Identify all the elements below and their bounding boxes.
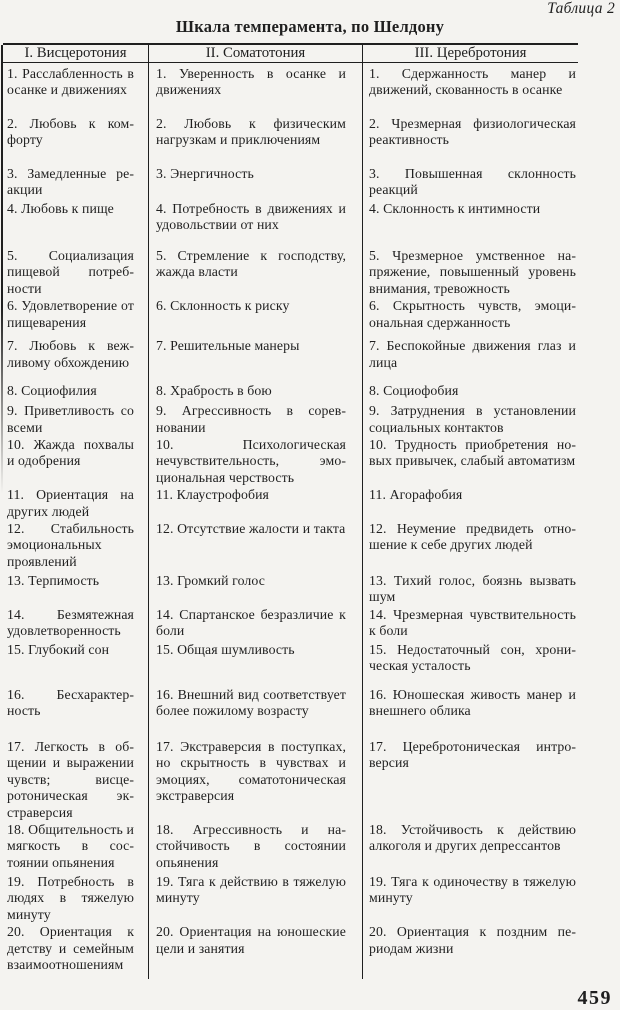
page-title: Шкала темперамента, по Шелдону	[175, 17, 445, 36]
table-cell: 10. Трудность приобретения новых привычек, слабый автоматизм	[362, 436, 578, 486]
table-cell: 11. Агорафобия	[362, 486, 578, 520]
table-cell: 2. Любовь к физическим нагрузкам и приключениям	[148, 115, 362, 165]
table-cell: 15. Общая шумливость	[148, 641, 362, 686]
table-cell: 4. Склонность к интимности	[362, 200, 578, 247]
table-body	[3, 63, 578, 979]
table-caption: Таблица 2	[547, 0, 615, 17]
table-row	[3, 63, 578, 115]
table-row	[3, 337, 578, 382]
page-number: 459	[577, 987, 612, 1009]
table-cell: 2. Любовь к комфорту	[7, 116, 134, 148]
column-header-viscerotonia: I. Висцеротония	[24, 45, 127, 61]
table-row	[3, 297, 578, 337]
table-row	[3, 686, 578, 738]
table-cell: 7. Любовь к вежливому обхождению	[7, 338, 134, 370]
table-cell: 4. Потребность в движениях и удовольствии от них	[148, 200, 362, 247]
table-cell: 19. Потребность в людях в тяжелую минуту	[7, 873, 134, 922]
table-row	[3, 873, 578, 923]
table-cell: 16. Юношеская живость манер и внешнего облика	[362, 686, 578, 738]
table-cell: 7. Беспокойные движения глаз и лица	[362, 337, 578, 382]
table-cell: 1. Расслабленность в осанке и движениях	[7, 66, 134, 98]
column-header-cerebrotonia: III. Церебротония	[362, 45, 578, 62]
temperament-table	[3, 43, 578, 979]
table-cell: 17. Легкость в общении и выражении чувств; висцеротоническая экстраверсия	[7, 738, 134, 820]
table-row	[3, 200, 578, 247]
table-row	[3, 247, 578, 297]
table-cell: 1. Сдержанность манер и движений, скованность в осанке	[362, 63, 578, 115]
table-cell: 12. Стабильность эмоциональных проявлений	[7, 521, 134, 569]
table-cell: 6. Удовлетворение от пищеварения	[7, 298, 134, 330]
table-row	[3, 115, 578, 165]
table-cell: 13. Терпимость	[7, 573, 100, 589]
table-row	[3, 486, 578, 520]
table-cell: 20. Ориентация на юношеские цели и занятия	[148, 923, 362, 979]
table-cell: 15. Недостаточный сон, хроническая усталость	[362, 641, 578, 686]
table-cell: 16. Бесхарактерность	[7, 686, 134, 719]
table-cell: 9. Агрессивность в соревновании	[148, 402, 362, 436]
table-cell: 12. Отсутствие жалости и такта	[148, 520, 362, 572]
table-cell: 3. Энергичность	[148, 165, 362, 200]
table-row	[3, 572, 578, 606]
table-header-row	[3, 45, 578, 63]
table-cell: 8. Социофобия	[362, 382, 578, 402]
table-cell: 20. Ориентация к поздним периодам жизни	[362, 923, 578, 979]
table-cell: 18. Агрессивность и настойчивость в состоянии опьянения	[148, 821, 362, 873]
table-cell: 14. Чрезмерная чувствительность к боли	[362, 606, 578, 641]
table-cell: 10. Жажда похвалы и одобрения	[7, 437, 134, 469]
table-cell: 7. Решительные манеры	[148, 337, 362, 382]
table-cell: 15. Глубокий сон	[7, 641, 110, 657]
table-cell: 1. Уверенность в осанке и движениях	[148, 63, 362, 115]
table-row	[3, 402, 578, 436]
table-cell: 2. Чрезмерная физиологическая реактивность	[362, 115, 578, 165]
table-cell: 17. Экстраверсия в поступках, но скрытность в чувствах и эмоциях, соматотоническая экстраверсия	[148, 738, 362, 821]
table-cell: 6. Скрытность чувств, эмоциональная сдержанность	[362, 297, 578, 337]
table-cell: 3. Замедленные реакции	[7, 166, 134, 198]
table-cell: 18. Общительность и мягкость в состоянии опьянения	[7, 821, 134, 870]
table-cell: 9. Приветливость со всеми	[7, 403, 134, 435]
table-cell: 11. Ориентация на других людей	[7, 487, 134, 519]
table-row	[3, 738, 578, 821]
table-cell: 12. Неумение предвидеть отношение к себе других людей	[362, 520, 578, 572]
table-cell: 19. Тяга к действию в тяжелую минуту	[148, 873, 362, 923]
table-cell: 3. Повышенная склонность реакций	[362, 165, 578, 200]
table-cell: 6. Склонность к риску	[148, 297, 362, 337]
table-cell: 5. Чрезмерное умственное напряжение, повышенный уровень внимания, тревожность	[362, 247, 578, 297]
table-cell: 13. Тихий голос, боязнь вызвать шум	[362, 572, 578, 606]
table-cell: 19. Тяга к одиночеству в тяжелую минуту	[362, 873, 578, 923]
table-row	[3, 606, 578, 641]
table-cell: 10. Психологическая нечувствительность, эмоциональная черствость	[148, 436, 362, 486]
table-cell: 8. Храбрость в бою	[148, 382, 362, 402]
table-cell: 11. Клаустрофобия	[148, 486, 362, 520]
table-cell: 9. Затруднения в установлении социальных контактов	[362, 402, 578, 436]
table-row	[3, 165, 578, 200]
table-cell: 17. Церебротоническая интроверсия	[362, 738, 578, 821]
table-row	[3, 436, 578, 486]
table-cell: 5. Стремление к господству, жажда власти	[148, 247, 362, 297]
table-row	[3, 520, 578, 572]
table-row	[3, 821, 578, 873]
table-cell: 5. Социализация пищевой потребности	[7, 248, 134, 296]
table-row	[3, 641, 578, 686]
table-cell: 14. Спартанское безразличие к боли	[148, 606, 362, 641]
table-cell: 18. Устойчивость к действию алкоголя и других депрессантов	[362, 821, 578, 873]
table-row	[3, 923, 578, 979]
table-cell: 4. Любовь к пище	[7, 201, 114, 216]
table-cell: 13. Громкий голос	[148, 572, 362, 606]
table-cell: 8. Социофилия	[7, 383, 97, 399]
column-header-somatotonia: II. Соматотония	[148, 45, 362, 62]
table-cell: 20. Ориентация к детству и семейным взаимоотношениям	[7, 924, 134, 972]
table-cell: 14. Безмятежная удовлетворенность	[7, 606, 134, 639]
table-row	[3, 382, 578, 402]
table-cell: 16. Внешний вид соответствует более пожилому возрасту	[148, 686, 362, 738]
